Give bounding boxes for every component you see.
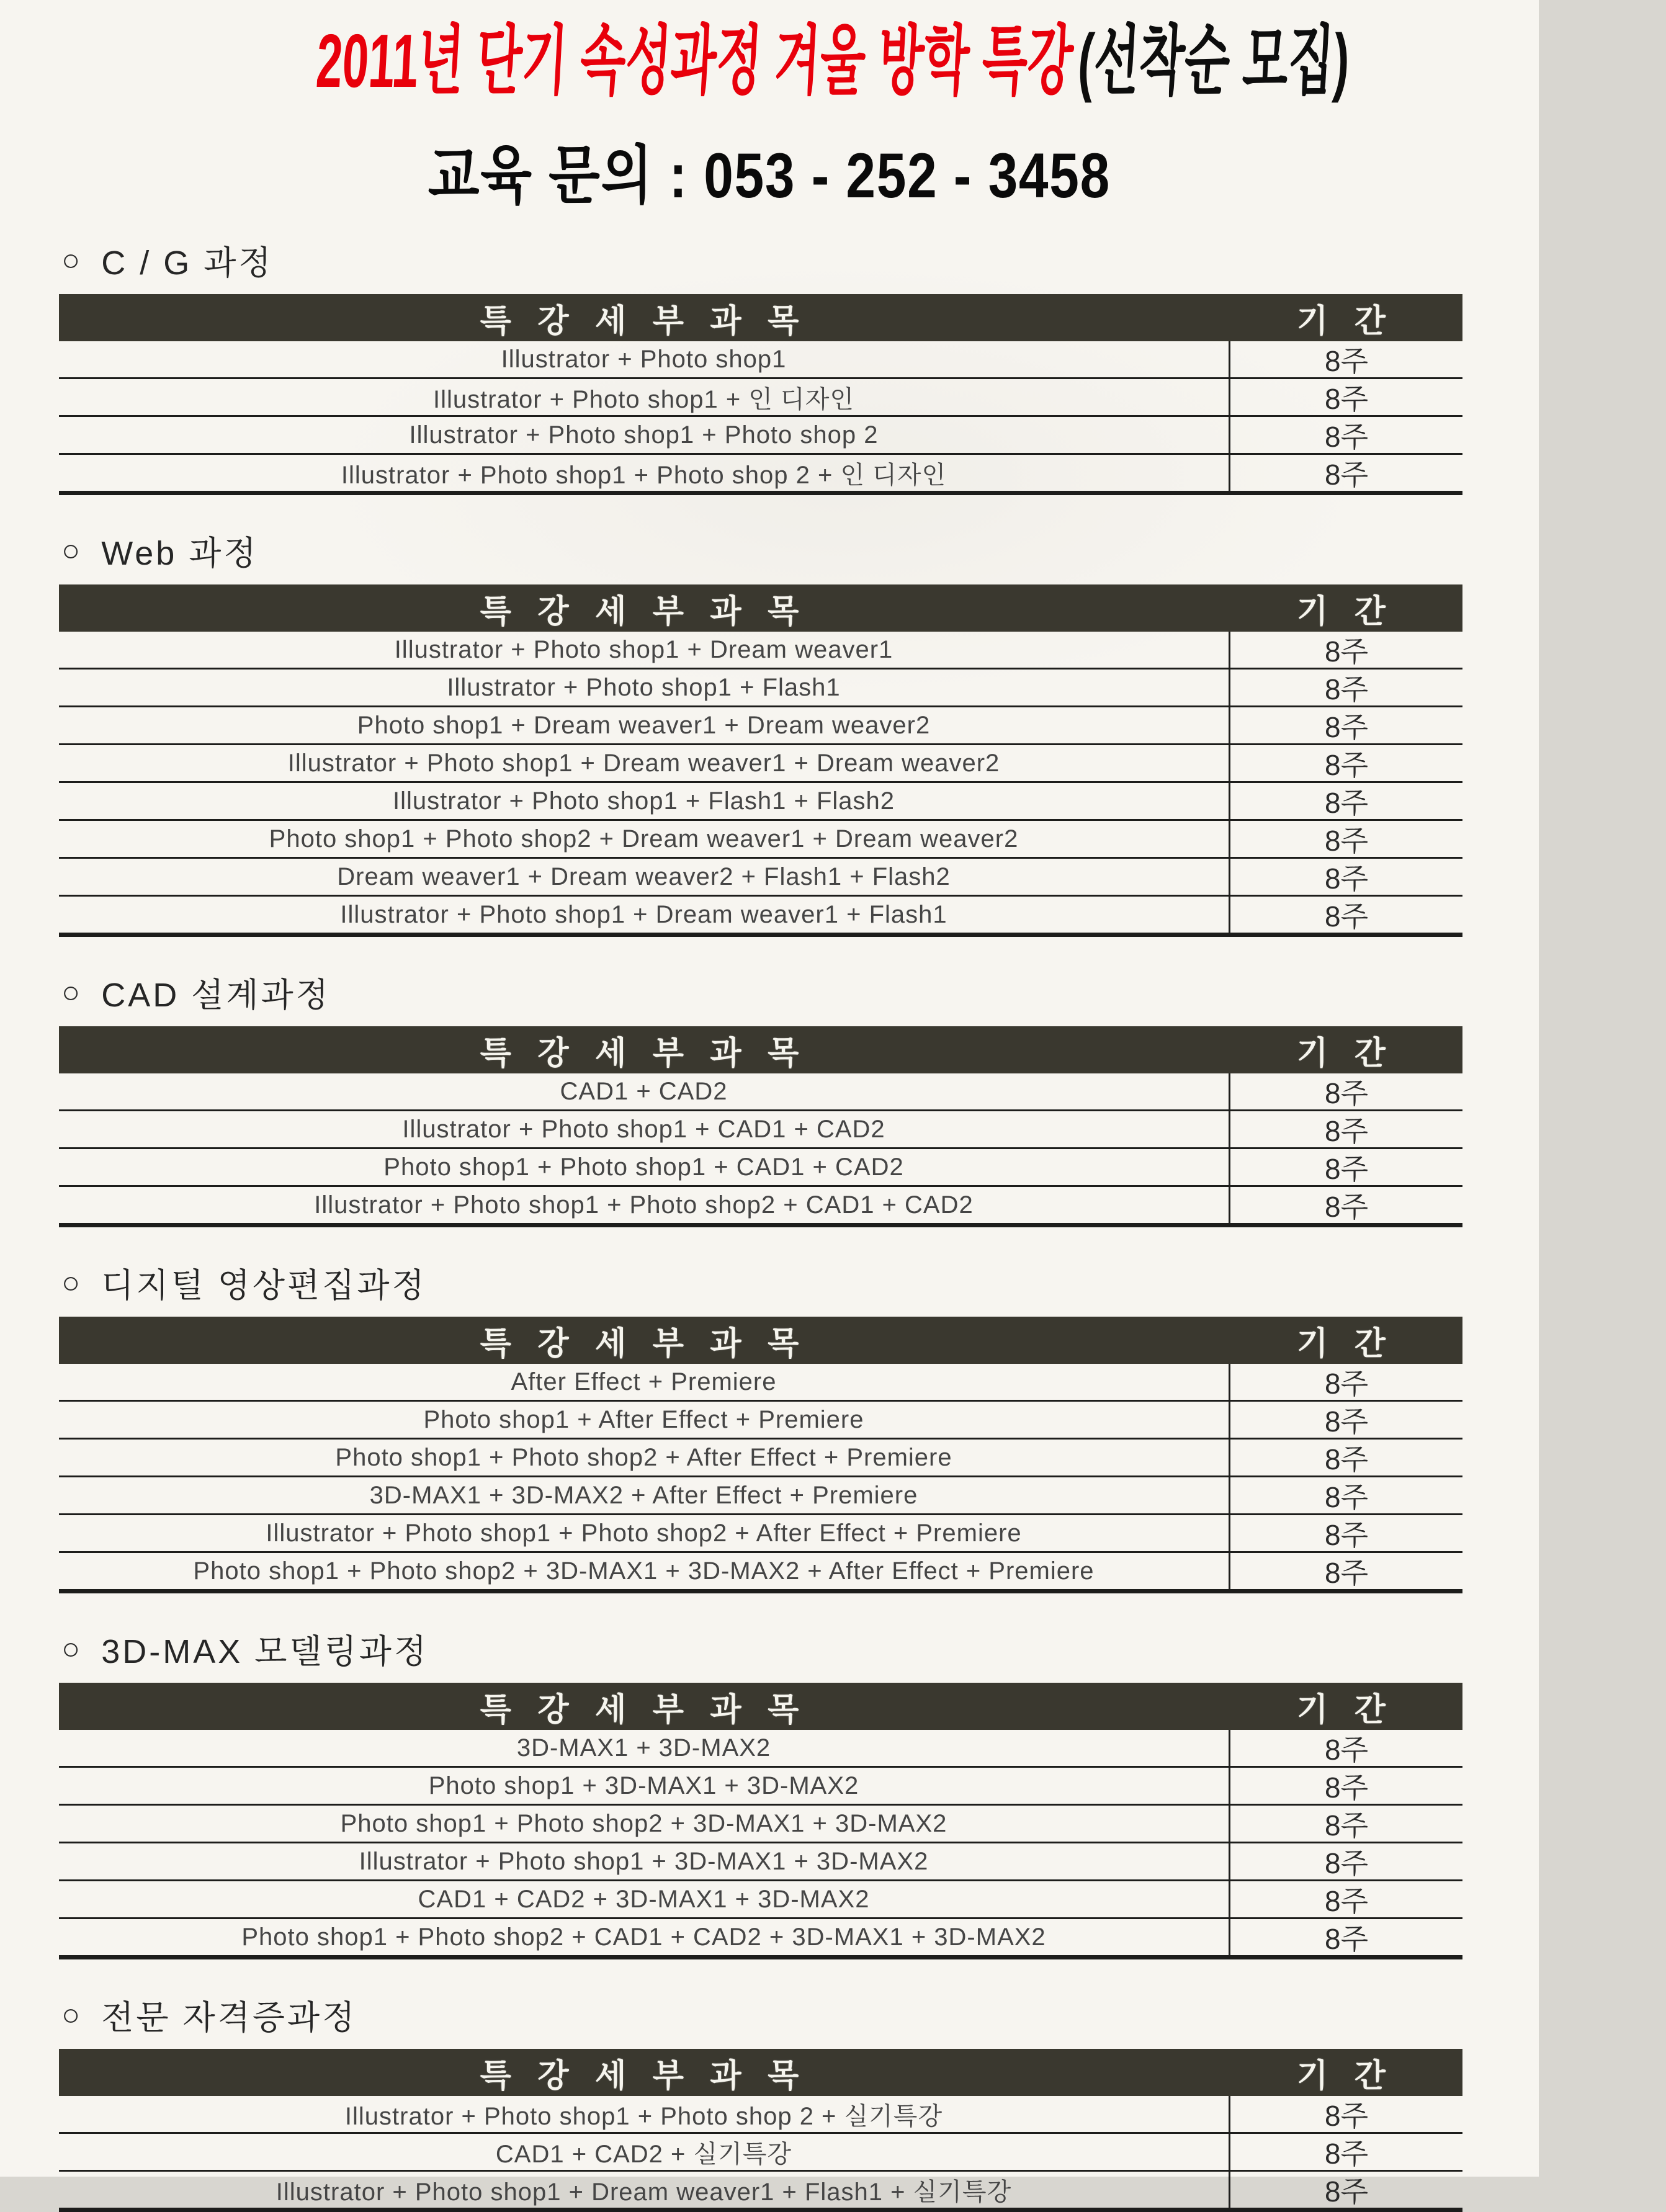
subject-cell: 3D-MAX1 + 3D-MAX2 + After Effect + Premiere — [59, 1477, 1230, 1513]
period-cell: 8주 — [1324, 1519, 1369, 1551]
subject-cell: CAD1 + CAD2 + 3D-MAX1 + 3D-MAX2 — [59, 1881, 1230, 1917]
table-row — [59, 1073, 1462, 1111]
table-header-row — [59, 294, 1462, 341]
course-table — [59, 584, 1462, 937]
period-cell: 8주 — [1324, 1771, 1369, 1804]
section-title: Web 과정 — [101, 534, 259, 572]
period-cell: 8주 — [1324, 1557, 1369, 1589]
table-row — [59, 1111, 1462, 1149]
period-cell: 8주 — [1324, 2100, 1369, 2132]
period-cell: 8주 — [1324, 2138, 1369, 2170]
subject-cell: Illustrator + Photo shop1 + Photo shop 2 — [59, 417, 1230, 453]
subject-cell: Photo shop1 + Photo shop2 + After Effect + Premiere — [59, 1440, 1230, 1475]
course-section — [59, 1263, 1462, 1593]
column-header-period: 기 간 — [1297, 593, 1394, 630]
subject-cell: CAD1 + CAD2 — [59, 1073, 1230, 1109]
period-cell: 8주 — [1324, 900, 1369, 933]
table-row — [59, 669, 1462, 707]
table-body — [59, 2096, 1462, 2208]
column-header-subject: 특 강 세 부 과 목 — [480, 2058, 808, 2094]
section-heading — [61, 531, 1462, 570]
column-header-period: 기 간 — [1297, 1691, 1394, 1728]
period-cell: 8주 — [1324, 2175, 1369, 2208]
subject-cell: Photo shop1 + After Effect + Premiere — [59, 1402, 1230, 1438]
course-table — [59, 1026, 1462, 1227]
subject-cell: Illustrator + Photo shop1 — [59, 341, 1230, 377]
subject-cell: Photo shop1 + 3D-MAX1 + 3D-MAX2 — [59, 1768, 1230, 1804]
subject-cell: After Effect + Premiere — [59, 1364, 1230, 1400]
period-cell: 8주 — [1324, 711, 1369, 743]
period-cell: 8주 — [1324, 1847, 1369, 1879]
period-cell: 8주 — [1324, 787, 1369, 819]
course-table — [59, 294, 1462, 495]
subject-cell: Illustrator + Photo shop1 + Dream weaver1 + Flash1 + 실기특강 — [59, 2172, 1230, 2208]
subject-cell: 3D-MAX1 + 3D-MAX2 — [59, 1730, 1230, 1766]
course-table — [59, 1683, 1462, 1959]
table-row — [59, 2096, 1462, 2134]
subject-cell: Illustrator + Photo shop1 + Photo shop2 + After Effect + Premiere — [59, 1515, 1230, 1551]
period-cell: 8주 — [1324, 1885, 1369, 1917]
table-row — [59, 1881, 1462, 1919]
table-row — [59, 417, 1462, 455]
period-cell: 8주 — [1324, 1405, 1369, 1438]
period-cell: 8주 — [1324, 1077, 1369, 1109]
table-row — [59, 1364, 1462, 1402]
table-row — [59, 1919, 1462, 1955]
period-cell: 8주 — [1324, 1153, 1369, 1185]
period-cell: 8주 — [1324, 1809, 1369, 1842]
period-cell: 8주 — [1324, 749, 1369, 781]
period-cell: 8주 — [1324, 1115, 1369, 1147]
column-header-period: 기 간 — [1297, 1325, 1394, 1362]
section-title: 3D-MAX 모델링과정 — [101, 1632, 429, 1670]
subject-cell: Photo shop1 + Dream weaver1 + Dream weaver2 — [59, 707, 1230, 743]
period-cell: 8주 — [1324, 825, 1369, 857]
table-header-row — [59, 584, 1462, 632]
subject-cell: Illustrator + Photo shop1 + Photo shop 2 + 실기특강 — [59, 2096, 1230, 2132]
circle-bullet-icon: ○ — [61, 975, 83, 1010]
table-row — [59, 707, 1462, 745]
column-header-subject: 특 강 세 부 과 목 — [480, 593, 808, 630]
course-sections — [59, 241, 1462, 2212]
column-header-subject: 특 강 세 부 과 목 — [480, 303, 808, 339]
section-title: 전문 자격증과정 — [101, 1999, 357, 2036]
circle-bullet-icon: ○ — [61, 1631, 83, 1666]
section-title: C / G 과정 — [101, 244, 274, 282]
table-body — [59, 1730, 1462, 1955]
subject-cell: Photo shop1 + Photo shop2 + 3D-MAX1 + 3D-MAX2 + After Effect + Premiere — [59, 1553, 1230, 1589]
period-cell: 8주 — [1324, 1191, 1369, 1223]
table-row — [59, 1515, 1462, 1553]
period-cell: 8주 — [1324, 862, 1369, 895]
period-cell: 8주 — [1324, 635, 1369, 668]
section-heading — [61, 973, 1462, 1014]
circle-bullet-icon: ○ — [61, 1265, 83, 1300]
section-heading — [61, 1263, 1462, 1302]
table-body — [59, 1364, 1462, 1589]
table-row — [59, 1553, 1462, 1589]
course-section — [59, 531, 1462, 937]
table-body — [59, 341, 1462, 491]
table-row — [59, 1149, 1462, 1187]
period-cell: 8주 — [1324, 1443, 1369, 1475]
section-heading — [61, 1629, 1462, 1668]
table-row — [59, 1402, 1462, 1440]
period-cell: 8주 — [1324, 383, 1369, 415]
table-row — [59, 1440, 1462, 1477]
subject-cell: Dream weaver1 + Dream weaver2 + Flash1 + Flash2 — [59, 859, 1230, 895]
subject-cell: Illustrator + Photo shop1 + Dream weaver1 — [59, 632, 1230, 668]
period-cell: 8주 — [1324, 421, 1369, 453]
subject-cell: Illustrator + Photo shop1 + Flash1 + Flash2 — [59, 783, 1230, 819]
table-row — [59, 745, 1462, 783]
period-cell: 8주 — [1324, 459, 1369, 491]
table-header-row — [59, 2049, 1462, 2096]
subject-cell: Illustrator + Photo shop1 + Dream weaver1 + Flash1 — [59, 897, 1230, 933]
table-row — [59, 1187, 1462, 1223]
table-row — [59, 455, 1462, 491]
circle-bullet-icon: ○ — [61, 1997, 83, 2032]
subject-cell: Illustrator + Photo shop1 + Dream weaver1 + Dream weaver2 — [59, 745, 1230, 781]
course-table — [59, 1317, 1462, 1593]
page-title-text — [314, 19, 1351, 104]
section-title: 디지털 영상편집과정 — [101, 1266, 427, 1304]
title-main: 2011년 단기 속성과정 겨울 방학 특강 — [314, 19, 1075, 103]
period-cell: 8주 — [1324, 673, 1369, 705]
column-header-subject: 특 강 세 부 과 목 — [480, 1325, 808, 1362]
table-row — [59, 632, 1462, 669]
period-cell: 8주 — [1324, 1481, 1369, 1513]
subject-cell: Photo shop1 + Photo shop1 + CAD1 + CAD2 — [59, 1149, 1230, 1185]
table-row — [59, 897, 1462, 933]
section-heading — [61, 241, 1462, 282]
table-row — [59, 1806, 1462, 1843]
section-heading — [61, 1995, 1462, 2034]
subject-cell: Photo shop1 + Photo shop2 + Dream weaver1 + Dream weaver2 — [59, 821, 1230, 857]
table-row — [59, 1730, 1462, 1768]
table-row — [59, 379, 1462, 417]
course-section — [59, 241, 1462, 495]
page-title — [0, 0, 1539, 110]
table-row — [59, 1477, 1462, 1515]
period-cell: 8주 — [1324, 1368, 1369, 1400]
table-row — [59, 1768, 1462, 1806]
circle-bullet-icon: ○ — [61, 243, 83, 277]
table-body — [59, 1073, 1462, 1223]
column-header-subject: 특 강 세 부 과 목 — [480, 1035, 808, 1072]
table-row — [59, 2134, 1462, 2172]
title-note: (선착순 모집) — [1076, 19, 1352, 103]
subject-cell: Illustrator + Photo shop1 + 인 디자인 — [59, 379, 1230, 415]
course-section — [59, 973, 1462, 1227]
circle-bullet-icon: ○ — [61, 533, 83, 568]
section-title: CAD 설계과정 — [101, 976, 331, 1014]
contact-phone: 교육 문의 : 053 - 252 - 3458 — [428, 140, 1111, 211]
table-header-row — [59, 1317, 1462, 1364]
period-cell: 8주 — [1324, 345, 1369, 377]
table-row — [59, 2172, 1462, 2208]
table-header-row — [59, 1026, 1462, 1073]
subject-cell: Photo shop1 + Photo shop2 + 3D-MAX1 + 3D-MAX2 — [59, 1806, 1230, 1842]
subject-cell: CAD1 + CAD2 + 실기특강 — [59, 2134, 1230, 2170]
subject-cell: Illustrator + Photo shop1 + Flash1 — [59, 669, 1230, 705]
subject-cell: Photo shop1 + Photo shop2 + CAD1 + CAD2 + 3D-MAX1 + 3D-MAX2 — [59, 1919, 1230, 1955]
table-row — [59, 859, 1462, 897]
column-header-period: 기 간 — [1297, 2058, 1394, 2094]
column-header-subject: 특 강 세 부 과 목 — [480, 1691, 808, 1728]
subject-cell: Illustrator + Photo shop1 + 3D-MAX1 + 3D-MAX2 — [59, 1843, 1230, 1879]
column-header-period: 기 간 — [1297, 303, 1394, 339]
period-cell: 8주 — [1324, 1923, 1369, 1955]
course-table — [59, 2049, 1462, 2212]
contact-line — [0, 125, 1539, 211]
table-row — [59, 1843, 1462, 1881]
table-row — [59, 341, 1462, 379]
table-header-row — [59, 1683, 1462, 1730]
course-section — [59, 1629, 1462, 1959]
column-header-period: 기 간 — [1297, 1035, 1394, 1072]
table-body — [59, 632, 1462, 933]
course-section — [59, 1995, 1462, 2212]
subject-cell: Illustrator + Photo shop1 + Photo shop 2 + 인 디자인 — [59, 455, 1230, 491]
subject-cell: Illustrator + Photo shop1 + CAD1 + CAD2 — [59, 1111, 1230, 1147]
period-cell: 8주 — [1324, 1734, 1369, 1766]
table-row — [59, 821, 1462, 859]
table-row — [59, 783, 1462, 821]
subject-cell: Illustrator + Photo shop1 + Photo shop2 + CAD1 + CAD2 — [59, 1187, 1230, 1223]
